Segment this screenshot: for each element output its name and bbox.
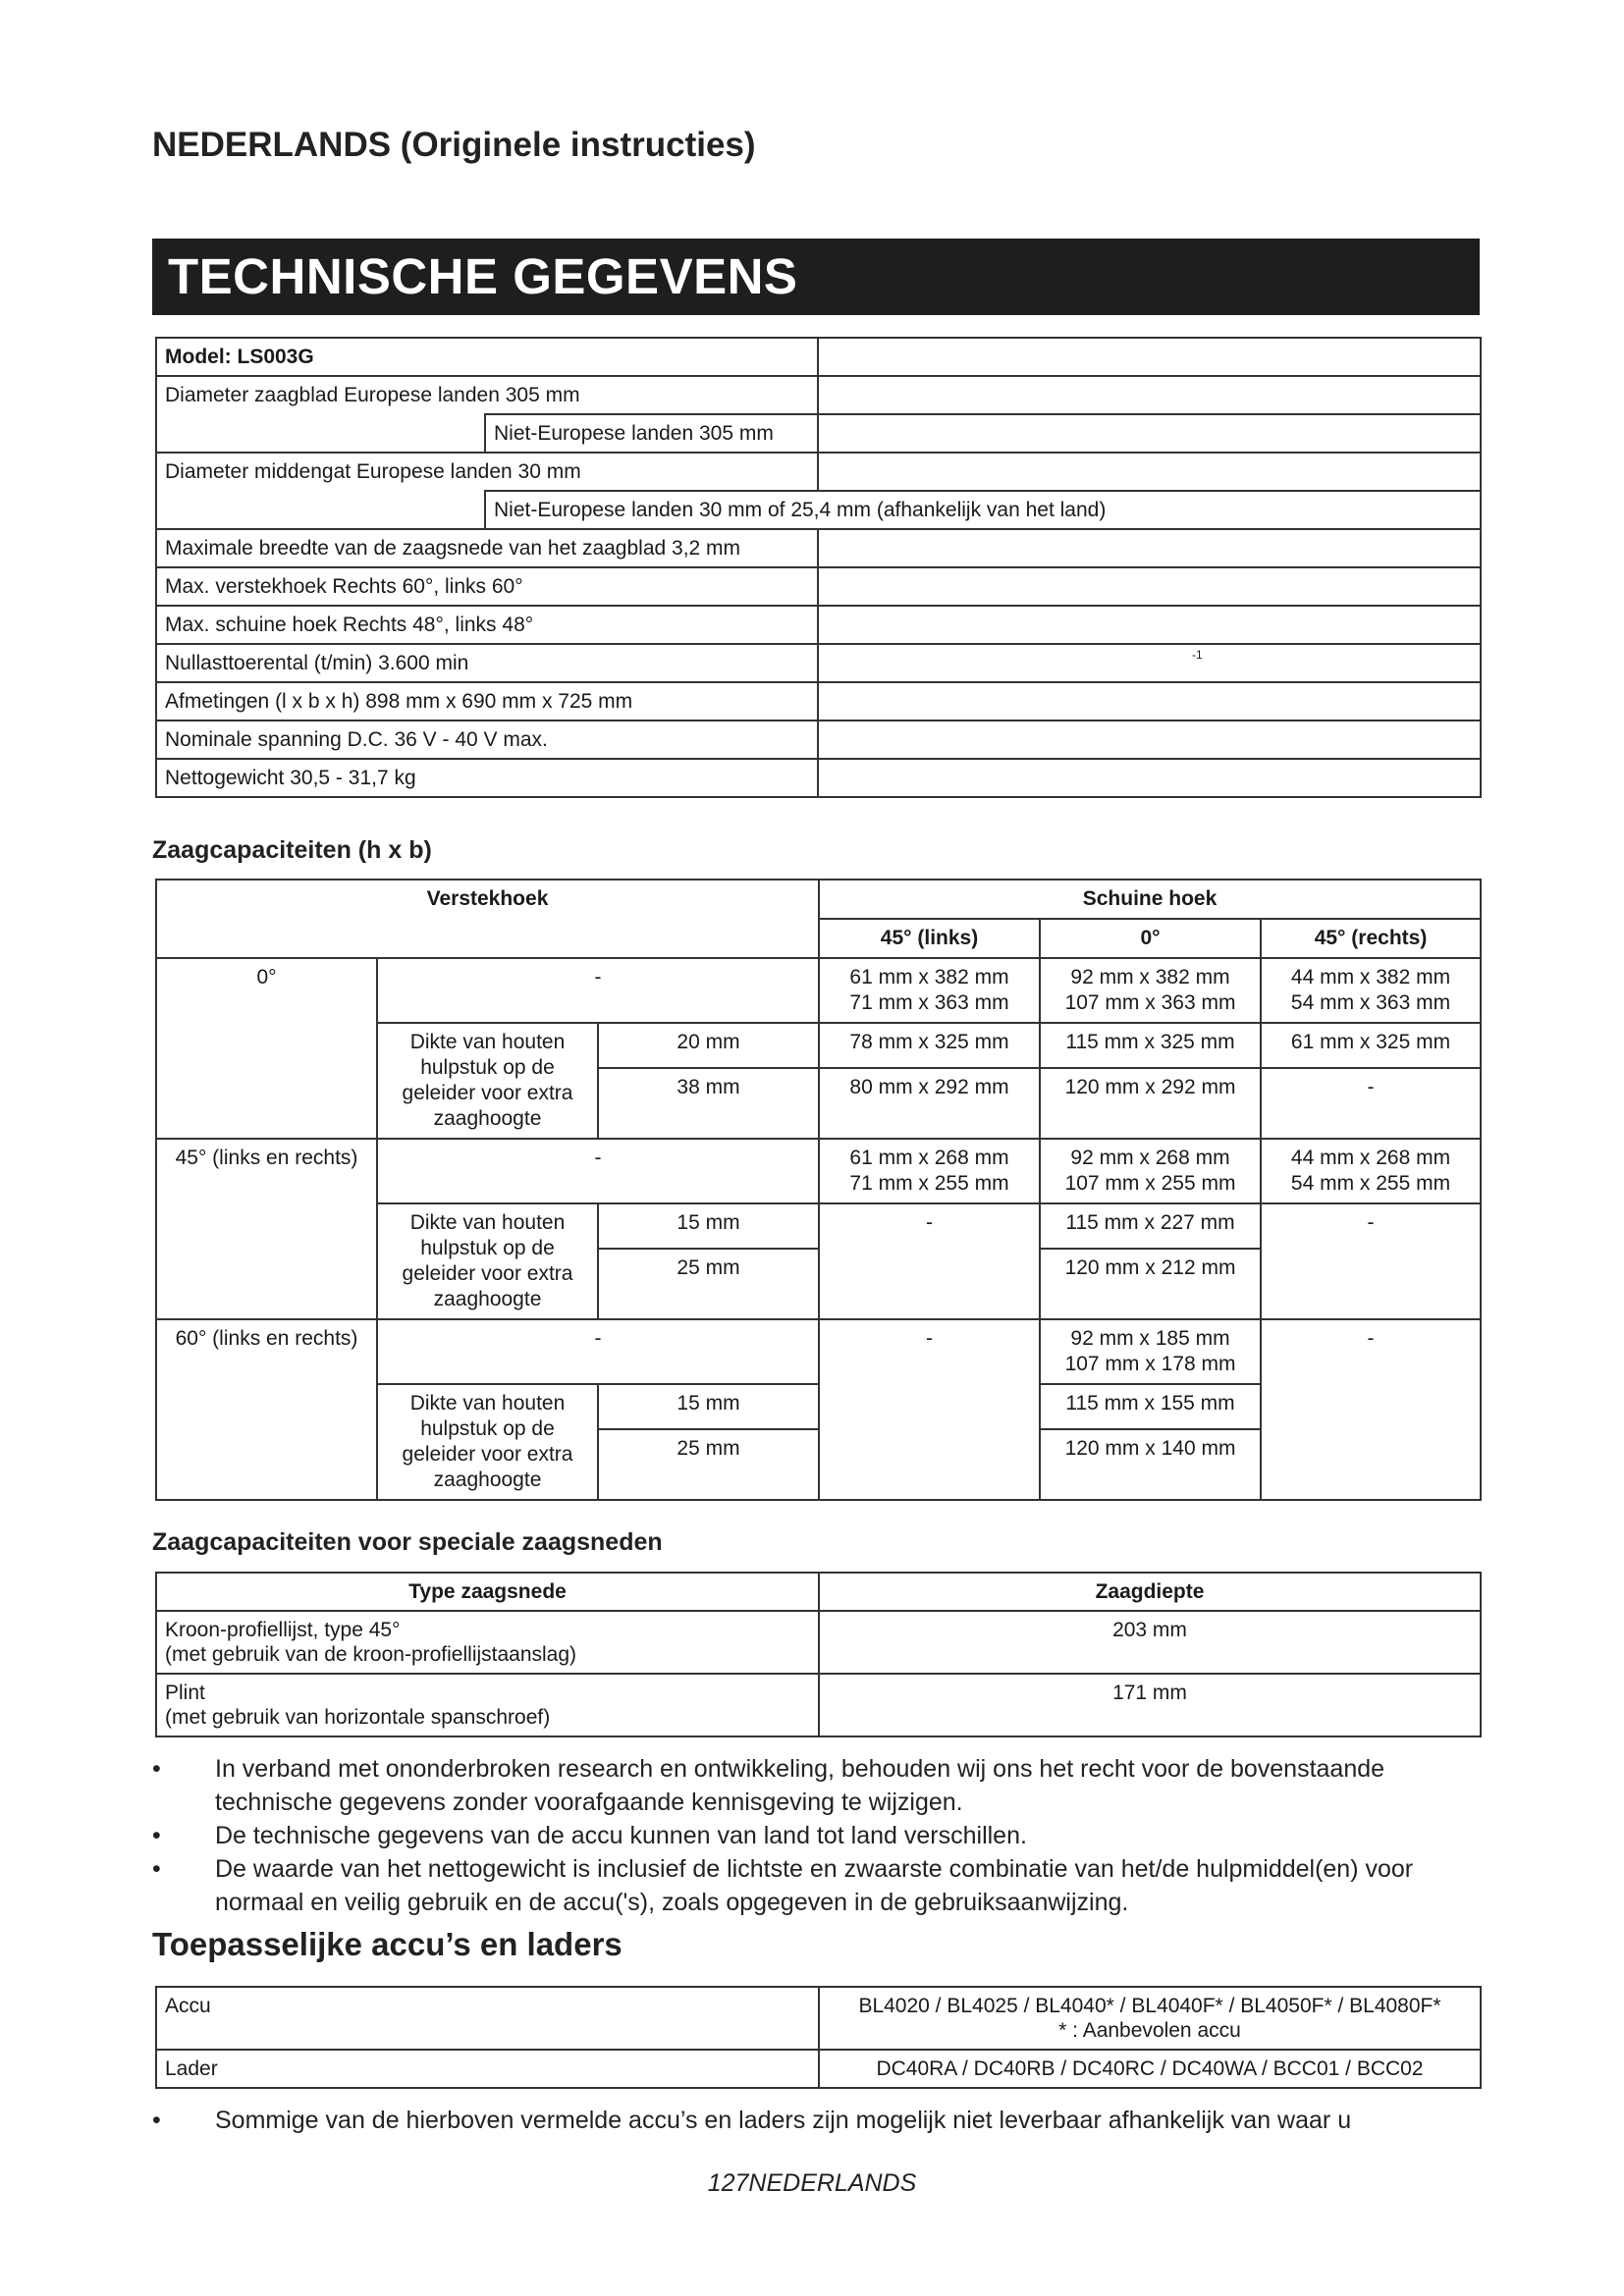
dash-cell: - — [819, 1203, 1040, 1319]
section-banner: TECHNISCHE GEGEVENS — [152, 239, 1480, 315]
note-text: De technische gegevens van de accu kunnen van land tot land verschillen. — [215, 1822, 1027, 1849]
cap-cell: 61 mm x 268 mm 71 mm x 255 mm — [819, 1139, 1040, 1203]
row-label-0: 0° — [156, 958, 377, 1139]
cap-cell: 115 mm x 325 mm — [1040, 1023, 1261, 1068]
dash-cell: - — [1261, 1068, 1481, 1139]
dikte-cell: Dikte van houten hulpstuk op de geleider voor extra zaaghoogte — [377, 1023, 598, 1139]
bullet-icon: • — [152, 2107, 161, 2134]
table-row — [156, 958, 1481, 1023]
table-row — [156, 1573, 1481, 1611]
row-label-45: 45° (links en rechts) — [156, 1139, 377, 1319]
table-row — [156, 880, 1481, 919]
thickness-cell: 15 mm — [598, 1203, 819, 1249]
bullet-icon: • — [152, 1855, 161, 1883]
header-0: 0° — [1040, 919, 1261, 958]
final-note — [152, 2104, 1488, 2137]
lader-label-cell: Lader — [156, 2050, 819, 2088]
table-row — [156, 567, 1481, 606]
accu-table — [155, 1986, 1482, 2089]
dash-cell: - — [377, 958, 819, 1023]
cap-cell: 120 mm x 212 mm — [1040, 1249, 1261, 1319]
table-row — [156, 376, 1481, 414]
cap-cell: 44 mm x 382 mm 54 mm x 363 mm — [1261, 958, 1481, 1023]
header-45-left: 45° (links) — [819, 919, 1040, 958]
table-row — [156, 1139, 1481, 1203]
thickness-cell: 25 mm — [598, 1249, 819, 1319]
accu-note: * : Aanbevolen accu — [1058, 2019, 1241, 2042]
language-title: NEDERLANDS (Originele instructies) — [152, 126, 756, 164]
empty-cell — [156, 414, 485, 453]
dash-cell: - — [1261, 1203, 1481, 1319]
cap-cell: 78 mm x 325 mm — [819, 1023, 1040, 1068]
cap-cell: 80 mm x 292 mm — [819, 1068, 1040, 1139]
empty-cell — [818, 338, 1481, 376]
table-row — [156, 1319, 1481, 1384]
model-cell: Model: LS003G — [156, 338, 818, 376]
empty-cell — [818, 759, 1481, 797]
table-row — [156, 644, 1481, 682]
blade-diam-non-eu-cell: Niet-Europese landen 305 mm — [485, 414, 818, 453]
header-type: Type zaagsnede — [156, 1573, 819, 1611]
weight-cell: Nettogewicht 30,5 - 31,7 kg — [156, 759, 818, 797]
accu-value: BL4020 / BL4025 / BL4040* / BL4040F* / BL4050F* / BL4080F* — [858, 1995, 1441, 2017]
empty-cell — [818, 529, 1481, 567]
cap-cell: 115 mm x 155 mm — [1040, 1384, 1261, 1429]
base-cell: Plint (met gebruik van horizontale spanschroef) — [156, 1674, 819, 1736]
table-row — [156, 414, 1481, 453]
header-45-right: 45° (rechts) — [1261, 919, 1481, 958]
empty-cell — [818, 376, 1481, 414]
crown-cell: Kroon-profiellijst, type 45° (met gebruik van de kroon-profiellijstaanslag) — [156, 1611, 819, 1674]
table-row — [156, 682, 1481, 721]
header-depth: Zaagdiepte — [819, 1573, 1481, 1611]
special-title: Zaagcapaciteiten voor speciale zaagsneden — [152, 1528, 663, 1556]
cap-cell: 120 mm x 292 mm — [1040, 1068, 1261, 1139]
empty-cell — [818, 414, 1481, 453]
dash-cell: - — [819, 1319, 1040, 1500]
spec-table — [155, 337, 1482, 798]
blade-diam-cell: Diameter zaagblad Europese landen 305 mm — [156, 376, 818, 414]
note-item — [152, 1852, 1488, 1919]
bevel-cell: Max. schuine hoek Rechts 48°, links 48° — [156, 606, 818, 644]
table-row — [156, 453, 1481, 491]
table-row — [156, 529, 1481, 567]
cap-cell: 92 mm x 382 mm 107 mm x 363 mm — [1040, 958, 1261, 1023]
capacity-title: Zaagcapaciteiten (h x b) — [152, 836, 432, 864]
header-miter: Verstekhoek — [156, 880, 819, 958]
cap-cell: 115 mm x 227 mm — [1040, 1203, 1261, 1249]
lader-value-cell: DC40RA / DC40RB / DC40RC / DC40WA / BCC01 / BCC02 — [819, 2050, 1481, 2088]
dikte-cell: Dikte van houten hulpstuk op de geleider voor extra zaaghoogte — [377, 1384, 598, 1500]
table-row — [156, 1674, 1481, 1736]
row-label-60: 60° (links en rechts) — [156, 1319, 377, 1500]
no-load-cell: Nullasttoerental (t/min) 3.600 min — [156, 644, 818, 682]
accu-title: Toepasselijke accu’s en laders — [152, 1926, 623, 1962]
cap-cell: 120 mm x 140 mm — [1040, 1429, 1261, 1500]
table-row — [156, 759, 1481, 797]
hole-diam-non-eu-cell: Niet-Europese landen 30 mm of 25,4 mm (afhankelijk van het land) — [485, 491, 1481, 529]
empty-cell — [818, 606, 1481, 644]
cap-cell: 92 mm x 268 mm 107 mm x 255 mm — [1040, 1139, 1261, 1203]
note-item — [152, 1819, 1488, 1852]
table-row — [156, 1611, 1481, 1674]
note-text: In verband met ononderbroken research en ontwikkeling, behouden wij ons het recht voor de bovenstaande technische gegevens zonder voorafgaande kennisgeving te wijzigen. — [215, 1755, 1385, 1816]
dikte-cell: Dikte van houten hulpstuk op de geleider voor extra zaaghoogte — [377, 1203, 598, 1319]
voltage-cell: Nominale spanning D.C. 36 V - 40 V max. — [156, 721, 818, 759]
dash-cell: - — [377, 1139, 819, 1203]
note-text: De waarde van het nettogewicht is inclusief de lichtste en zwaarste combinatie van het/de hulpmiddel(en) voor normaal en veilig gebruik en de accu('s), zoals opgegeven in de gebruiksaanwijzing. — [215, 1855, 1414, 1916]
base-depth-cell: 171 mm — [819, 1674, 1481, 1736]
special-table — [155, 1572, 1482, 1737]
thickness-cell: 20 mm — [598, 1023, 819, 1068]
dash-cell: - — [377, 1319, 819, 1384]
table-row — [156, 491, 1481, 529]
page-footer: 127NEDERLANDS — [707, 2169, 917, 2197]
bullet-icon: • — [152, 1822, 161, 1849]
thickness-cell: 15 mm — [598, 1384, 819, 1429]
cap-cell: 61 mm x 382 mm 71 mm x 363 mm — [819, 958, 1040, 1023]
crown-depth-cell: 203 mm — [819, 1611, 1481, 1674]
dash-cell: - — [1261, 1319, 1481, 1500]
note-text: Sommige van de hierboven vermelde accu’s en laders zijn mogelijk niet leverbaar afhankelijk van waar u — [215, 2107, 1352, 2134]
empty-cell — [156, 491, 485, 529]
no-load-sup-cell — [818, 644, 1481, 682]
hole-diam-cell: Diameter middengat Europese landen 30 mm — [156, 453, 818, 491]
accu-label-cell: Accu — [156, 1987, 819, 2050]
accu-value-cell — [819, 1987, 1481, 2050]
superscript: -1 — [1192, 648, 1203, 662]
cap-cell: 44 mm x 268 mm 54 mm x 255 mm — [1261, 1139, 1481, 1203]
capacity-table — [155, 879, 1482, 1501]
empty-cell — [818, 721, 1481, 759]
miter-cell: Max. verstekhoek Rechts 60°, links 60° — [156, 567, 818, 606]
cap-cell: 92 mm x 185 mm 107 mm x 178 mm — [1040, 1319, 1261, 1384]
table-row — [156, 2050, 1481, 2088]
header-bevel: Schuine hoek — [819, 880, 1481, 919]
cap-cell: 61 mm x 325 mm — [1261, 1023, 1481, 1068]
table-row — [156, 721, 1481, 759]
empty-cell — [818, 453, 1481, 491]
dimensions-cell: Afmetingen (l x b x h) 898 mm x 690 mm x 725 mm — [156, 682, 818, 721]
kerf-cell: Maximale breedte van de zaagsnede van het zaagblad 3,2 mm — [156, 529, 818, 567]
thickness-cell: 38 mm — [598, 1068, 819, 1139]
table-row — [156, 606, 1481, 644]
empty-cell — [818, 567, 1481, 606]
table-row — [156, 1987, 1481, 2050]
table-row — [156, 338, 1481, 376]
note-item — [152, 1752, 1488, 1819]
thickness-cell: 25 mm — [598, 1429, 819, 1500]
bullet-icon: • — [152, 1755, 161, 1783]
empty-cell — [818, 682, 1481, 721]
